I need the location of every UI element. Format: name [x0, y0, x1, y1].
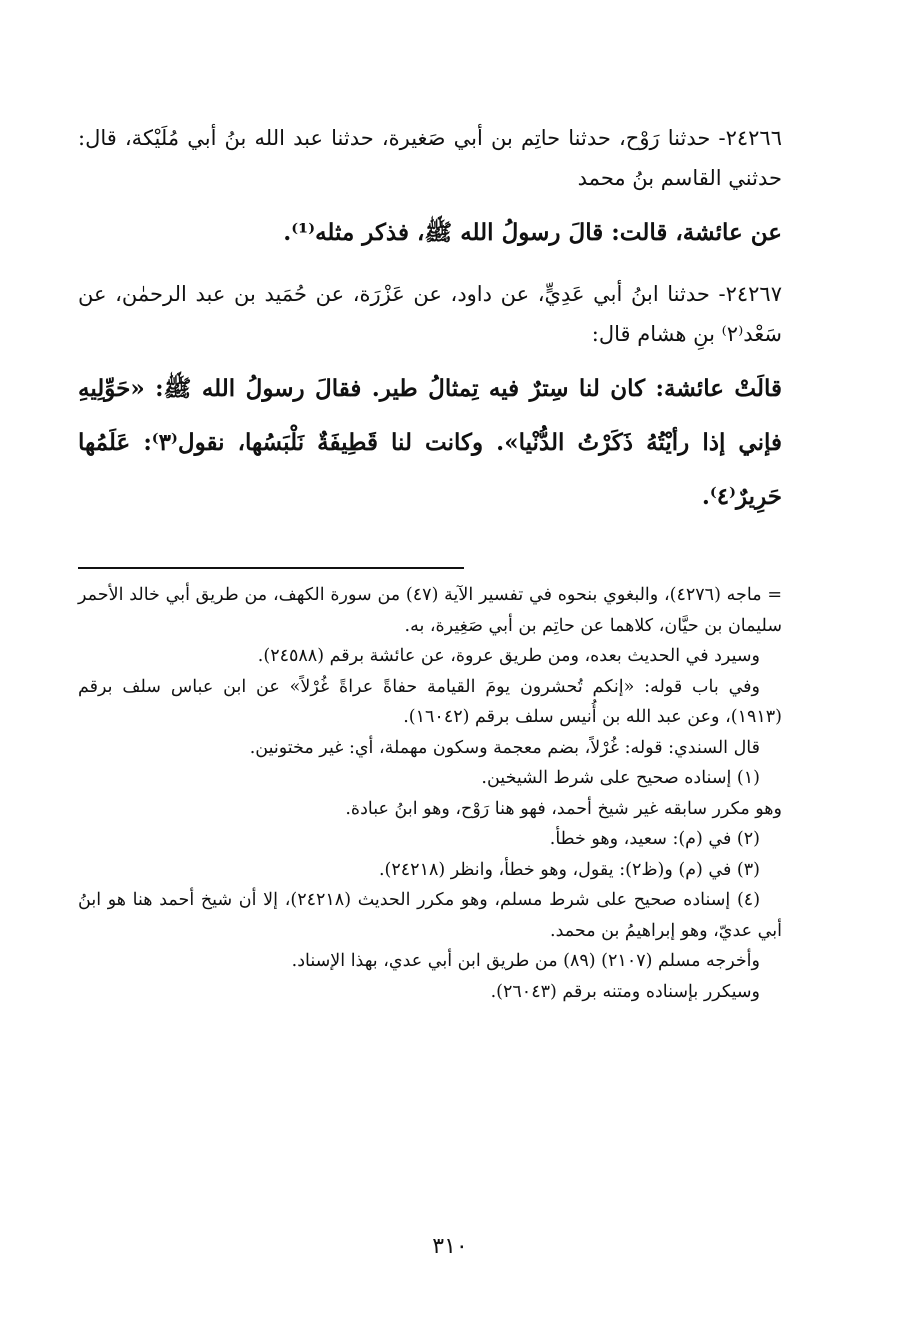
footnote-line: وهو مكرر سابقه غير شيخ أحمد، فهو هنا رَوْح، وهو ابنُ عبادة.: [345, 798, 782, 819]
footnotes: [78, 580, 782, 1007]
main-text: [78, 118, 782, 524]
footnote-4: (٤) إسناده صحيح على شرط مسلم، وهو مكرر الحديث (٢٤٢١٨)، إلا أن شيخ أحمد هنا هو ابنُ أبي عديّ، وهو إبراهيمُ بن محمد.: [78, 890, 782, 941]
footnote-line: وأخرجه مسلم (٢١٠٧) (٨٩) من طريق ابن أبي عدي، بهذا الإسناد.: [291, 951, 760, 971]
footnote-line: وفي باب قوله: «إنكم تُحشرون يومَ القيامة حفاةً عراةً غُرْلاً» عن ابن عباس سلف برقم (١٩١٣)، وعن عبد الله بن أُنيس سلف برقم (١٦٠٤٢).: [78, 676, 782, 727]
hadith-24267-text: قالَتْ عائشة: كان لنا سِترٌ فيه تِمثالُ طير. فقالَ رسولُ الله ﷺ: «حَوِّلِيهِ فإني إذا رأيْتُهُ ذَكَرْتُ الدُّنْيا». وكانت لنا قَطِيفَةٌ نَلْبَسُها، نقول⁽٣⁾: عَلَمُها حَرِيرٌ⁽٤⁾.: [78, 375, 782, 510]
footnote-2: (٢) في (م): سعيد، وهو خطأ.: [549, 829, 760, 849]
footnote-3: (٣) في (م) و(ظ٢): يقول، وهو خطأ، وانظر (٢٤٢١٨).: [378, 859, 760, 880]
footnote-continuation: = ماجه (٤٢٧٦)، والبغوي بنحوه في تفسير الآية (٤٧) من سورة الكهف، من طريق أبي خالد الأحمر سليمان بن حيَّان، كلاهما عن حاتِم بن أبي صَغِيرة، به.: [78, 585, 783, 636]
hadith-24266-text: عن عائشة، قالت: قالَ رسولُ الله ﷺ، فذكر مثله⁽¹⁾.: [283, 219, 782, 246]
page-number: ٣١٠: [432, 1234, 468, 1259]
footnote-line: قال السندي: قوله: غُرْلاً، بضم معجمة وسكون مهملة، أي: غير مختونين.: [249, 737, 760, 758]
footnote-1: (١) إسناده صحيح على شرط الشيخين.: [481, 768, 760, 788]
hadith-24266-chain: ٢٤٢٦٦- حدثنا رَوْح، حدثنا حاتِم بن أبي صَغيرة، حدثنا عبد الله بنُ أبي مُلَيْكة، قال: حدثني القاسم بنُ محمد: [78, 126, 782, 190]
footnote-divider: [78, 567, 464, 569]
hadith-24267-chain: ٢٤٢٦٧- حدثنا ابنُ أبي عَدِيٍّ، عن داود، عن عَزْرَة، عن حُمَيد بن عبد الرحمٰن، عن سَعْد⁽٢⁾ بنِ هشام قال:: [78, 282, 782, 346]
footnote-line: وسيكرر بإسناده ومتنه برقم (٢٦٠٤٣).: [490, 981, 760, 1002]
footnote-line: وسيرد في الحديث بعده، ومن طريق عروة، عن عائشة برقم (٢٤٥٨٨).: [257, 646, 760, 666]
